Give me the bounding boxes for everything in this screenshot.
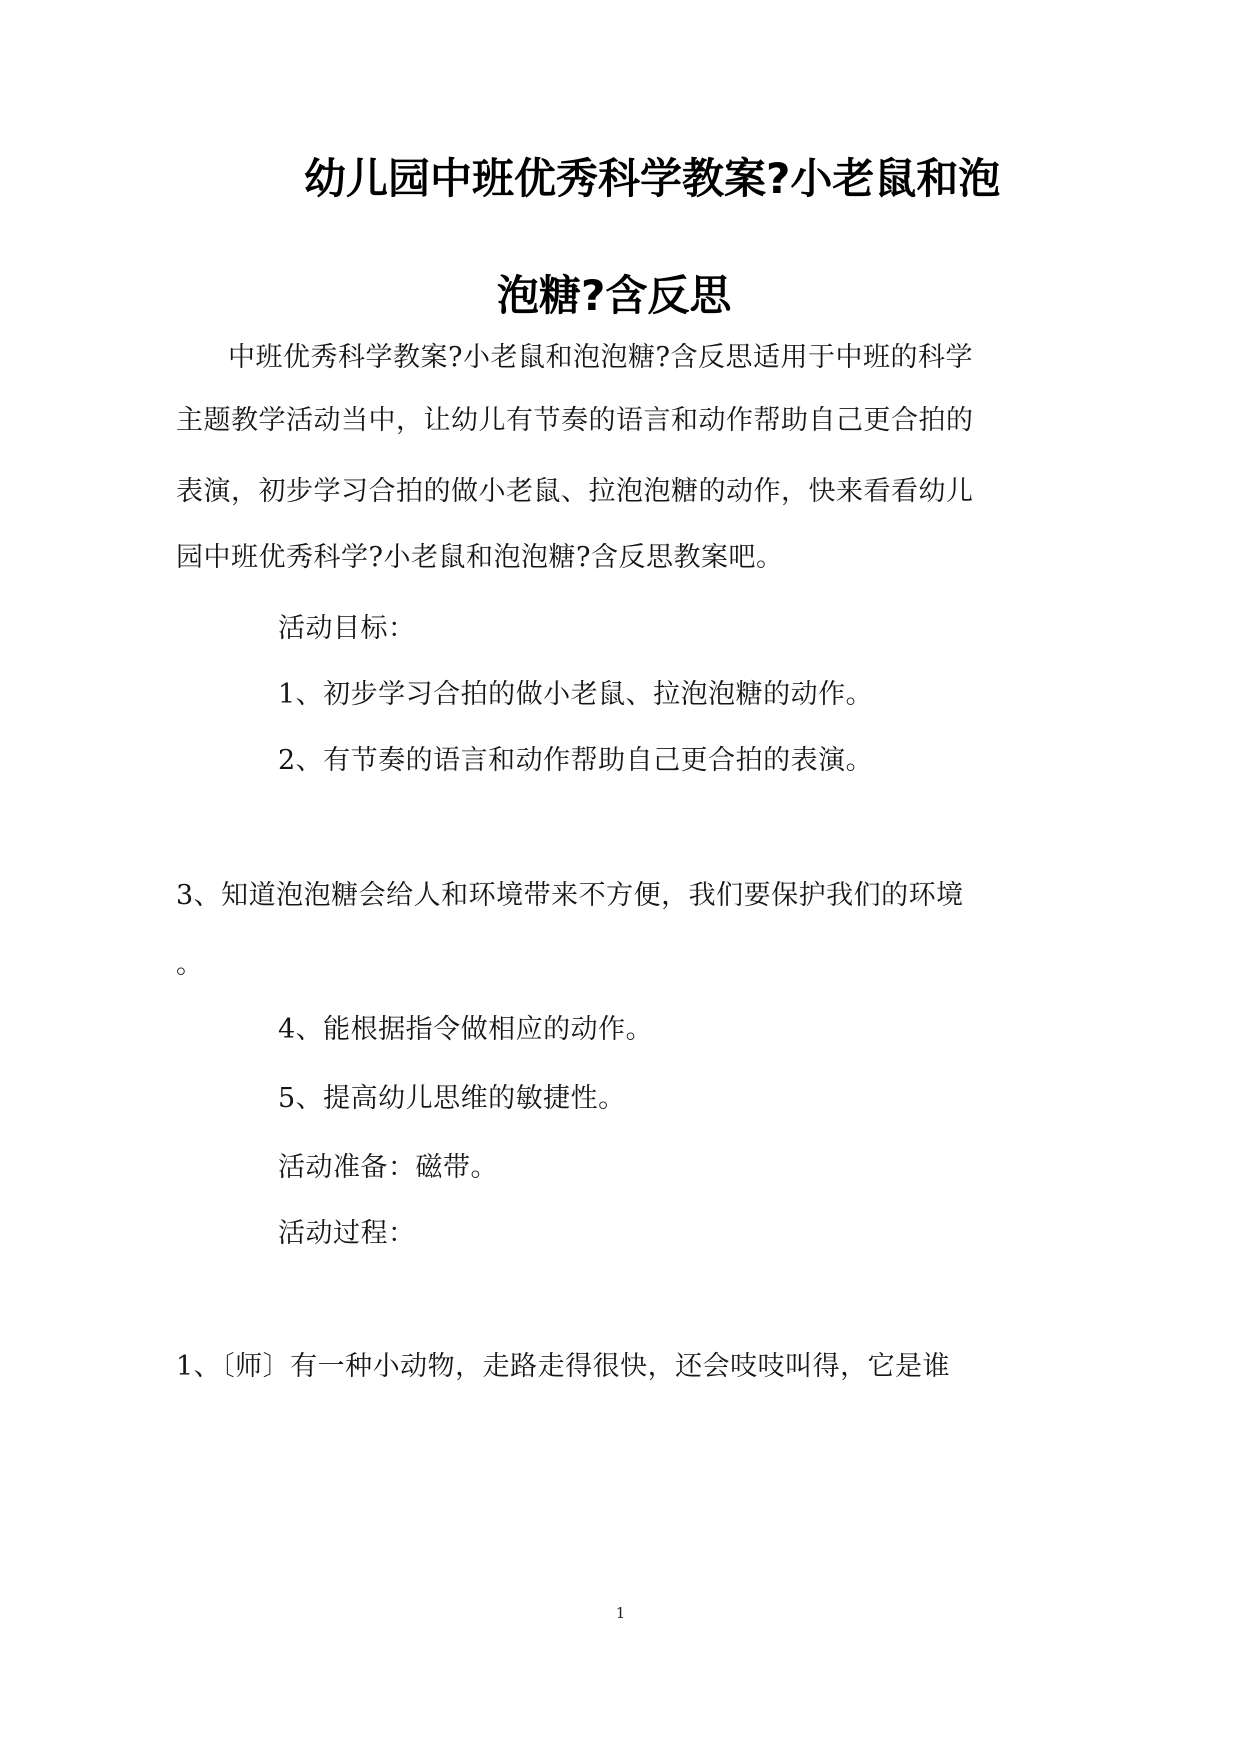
goal-item-1: 1、初步学习合拍的做小老鼠、拉泡泡糖的动作。 <box>278 679 874 710</box>
goal-item-3: 3、知道泡泡糖会给人和环境带来不方便，我们要保护我们的环境 <box>176 880 964 911</box>
preparation-line: 活动准备：磁带。 <box>278 1152 498 1183</box>
process-step-1: 1、〔师〕有一种小动物，走路走得很快，还会吱吱叫得，它是谁 <box>176 1351 951 1382</box>
goal-item-4: 4、能根据指令做相应的动作。 <box>278 1014 654 1045</box>
goals-heading: 活动目标： <box>278 613 416 644</box>
page-number: 1 <box>615 1604 626 1622</box>
intro-line-3: 表演，初步学习合拍的做小老鼠、拉泡泡糖的动作，快来看看幼儿 <box>176 476 974 507</box>
goal-item-3-tail: 。 <box>176 949 204 980</box>
intro-line-1: 中班优秀科学教案?小老鼠和泡泡糖?含反思适用于中班的科学 <box>228 342 973 373</box>
intro-line-2: 主题教学活动当中，让幼儿有节奏的语言和动作帮助自己更合拍的 <box>176 405 974 436</box>
document-title-line-1: 幼儿园中班优秀科学教案?小老鼠和泡 <box>304 154 1001 203</box>
goal-item-5: 5、提高幼儿思维的敏捷性。 <box>278 1083 626 1114</box>
process-heading: 活动过程： <box>278 1218 416 1249</box>
document-title-line-2: 泡糖?含反思 <box>497 271 732 320</box>
goal-item-2: 2、有节奏的语言和动作帮助自己更合拍的表演。 <box>278 745 874 776</box>
intro-line-4: 园中班优秀科学?小老鼠和泡泡糖?含反思教案吧。 <box>176 542 784 573</box>
